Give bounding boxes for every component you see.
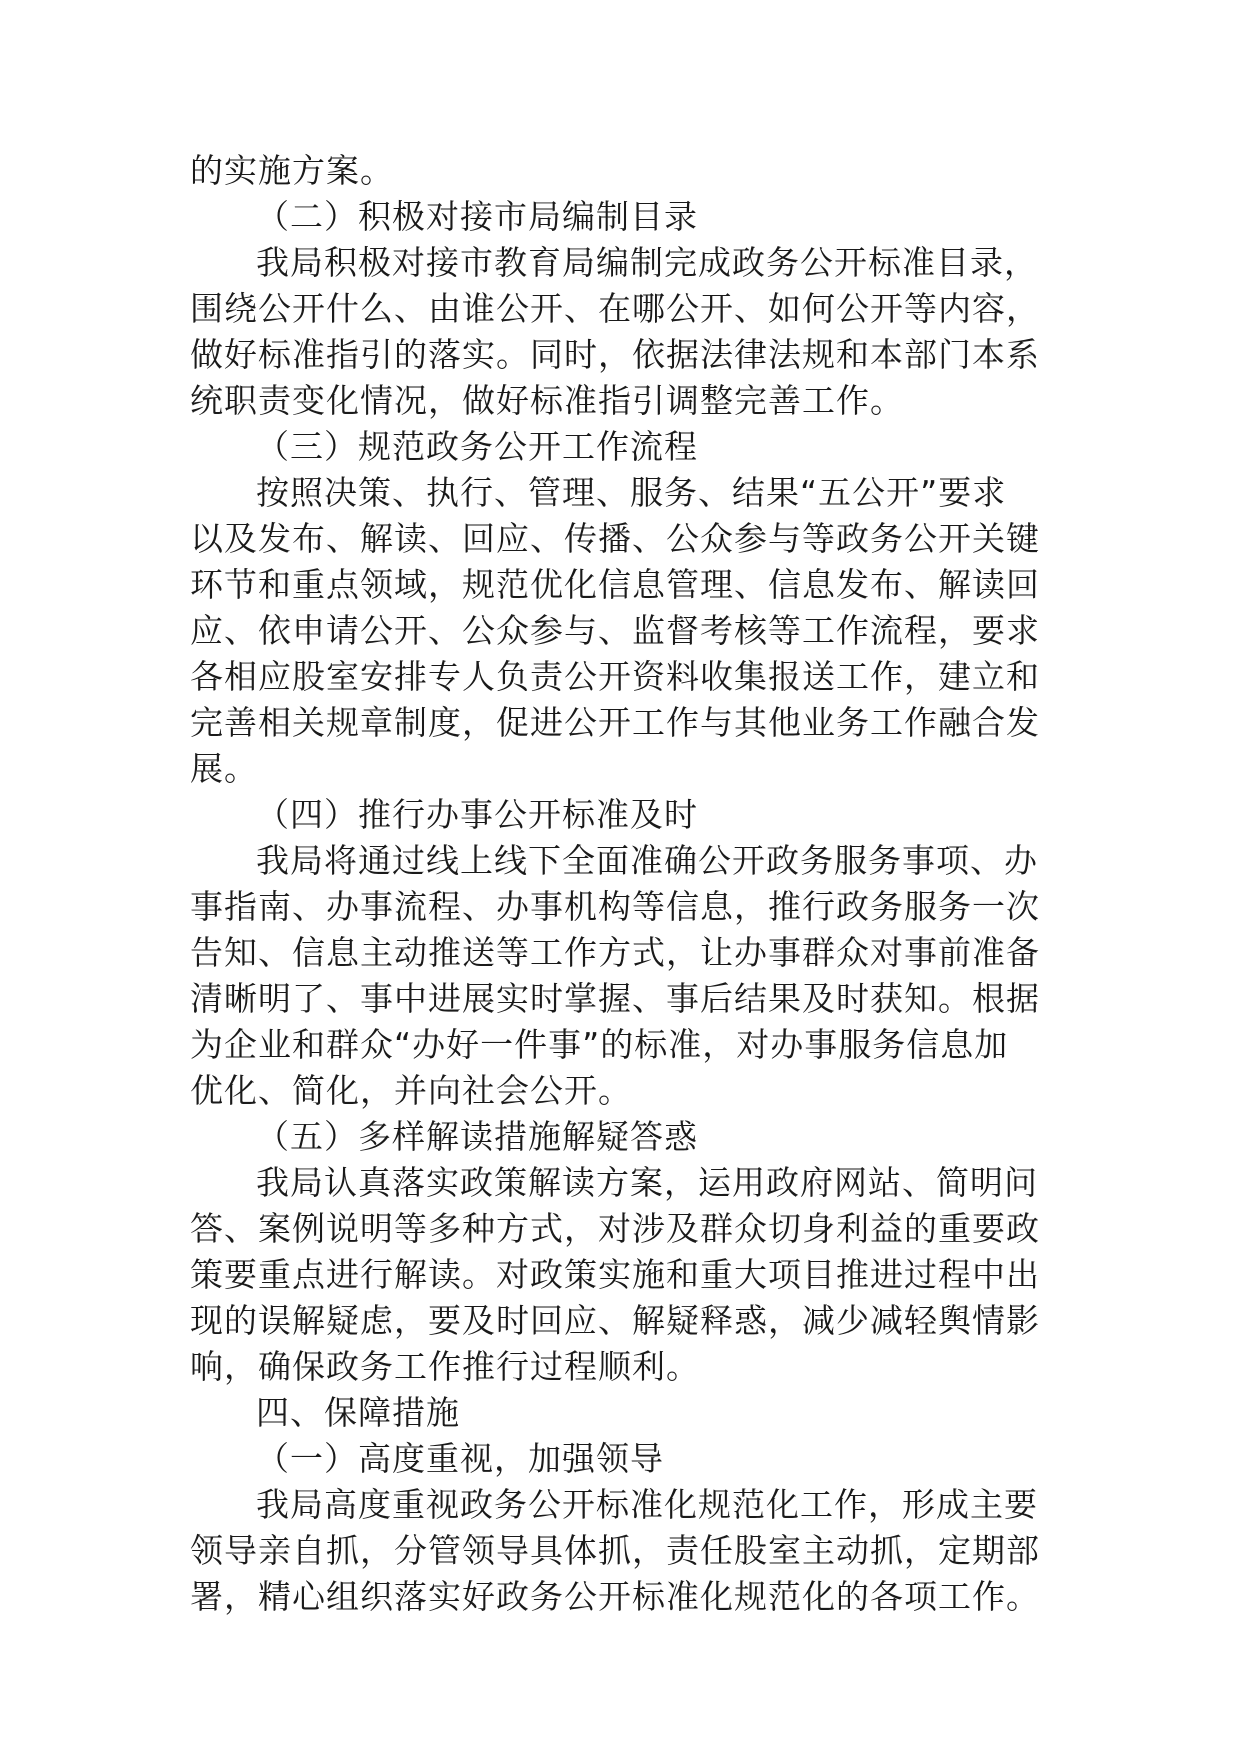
text-line: 的实施方案。 bbox=[190, 151, 394, 190]
text-line: 我局高度重视政务公开标准化规范化工作，形成主要 bbox=[256, 1485, 1038, 1524]
text-line: 各相应股室安排专人负责公开资料收集报送工作，建立和 bbox=[190, 657, 1040, 696]
text-line: 我局将通过线上线下全面准确公开政务服务事项、办 bbox=[256, 841, 1038, 880]
text-line: 按照决策、执行、管理、服务、结果“五公开”要求 bbox=[256, 473, 1007, 512]
text-line: 四、保障措施 bbox=[256, 1393, 460, 1432]
text-line: 答、案例说明等多种方式，对涉及群众切身利益的重要政 bbox=[190, 1209, 1040, 1248]
text-line: （一）高度重视，加强领导 bbox=[256, 1439, 664, 1478]
text-line: 现的误解疑虑，要及时回应、解疑释惑，减少减轻舆情影 bbox=[190, 1301, 1040, 1340]
text-line: （三）规范政务公开工作流程 bbox=[256, 427, 698, 466]
text-line: 做好标准指引的落实。同时，依据法律法规和本部门本系 bbox=[190, 335, 1040, 374]
text-line: 清晰明了、事中进展实时掌握、事后结果及时获知。根据 bbox=[190, 979, 1040, 1018]
text-line: 策要重点进行解读。对政策实施和重大项目推进过程中出 bbox=[190, 1255, 1040, 1294]
text-line: 展。 bbox=[190, 749, 258, 788]
text-line: 为企业和群众“办好一件事”的标准，对办事服务信息加 bbox=[190, 1025, 1009, 1064]
text-line: 署，精心组织落实好政务公开标准化规范化的各项工作。 bbox=[190, 1577, 1040, 1616]
text-line: （四）推行办事公开标准及时 bbox=[256, 795, 698, 834]
document-body bbox=[190, 148, 1050, 1620]
text-line: 我局认真落实政策解读方案，运用政府网站、简明问 bbox=[256, 1163, 1038, 1202]
text-line: 围绕公开什么、由谁公开、在哪公开、如何公开等内容， bbox=[190, 289, 1040, 328]
text-line: 应、依申请公开、公众参与、监督考核等工作流程，要求 bbox=[190, 611, 1040, 650]
text-line: 完善相关规章制度，促进公开工作与其他业务工作融合发 bbox=[190, 703, 1040, 742]
text-line: 优化、简化，并向社会公开。 bbox=[190, 1071, 632, 1110]
text-line: 以及发布、解读、回应、传播、公众参与等政务公开关键 bbox=[190, 519, 1040, 558]
text-line: （五）多样解读措施解疑答惑 bbox=[256, 1117, 698, 1156]
text-line: 领导亲自抓，分管领导具体抓，责任股室主动抓，定期部 bbox=[190, 1531, 1040, 1570]
text-line: 响，确保政务工作推行过程顺利。 bbox=[190, 1347, 700, 1386]
text-line: （二）积极对接市局编制目录 bbox=[256, 197, 698, 236]
text-line: 环节和重点领域，规范优化信息管理、信息发布、解读回 bbox=[190, 565, 1040, 604]
text-line: 统职责变化情况，做好标准指引调整完善工作。 bbox=[190, 381, 904, 420]
text-line: 我局积极对接市教育局编制完成政务公开标准目录， bbox=[256, 243, 1038, 282]
text-line: 告知、信息主动推送等工作方式，让办事群众对事前准备 bbox=[190, 933, 1040, 972]
text-line: 事指南、办事流程、办事机构等信息，推行政务服务一次 bbox=[190, 887, 1040, 926]
